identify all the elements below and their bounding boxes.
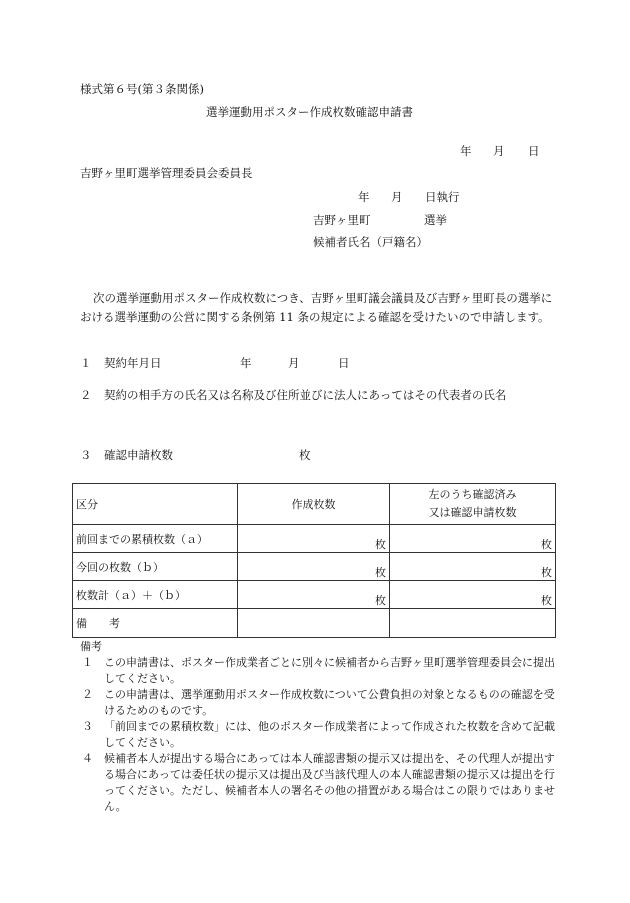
note-item [80,751,556,815]
note-number: ３ [82,720,93,733]
date-year: 年 [460,144,472,158]
election-day-suffix: 日執行 [425,190,460,204]
row-label: 枚数計（ａ）＋（ｂ） [73,581,238,609]
item-1-label: 契約年月日 [104,356,162,370]
table-remarks-row [73,609,556,638]
header-production-count: 作成枚数 [238,484,390,525]
item-1-year: 年 [240,356,252,370]
document-title: 選挙運動用ポスター作成枚数確認申請書 [206,105,413,119]
item-3-label: 確認申請枚数 [104,448,173,462]
row-label: 前回までの累積枚数（ａ） [73,525,238,553]
table-row [73,553,556,581]
table-header-row [73,484,556,525]
table-row [73,581,556,609]
note-text: 候補者本人が提出する場合にあっては本人確認書類の提示又は提出を、その代理人が提出する場合にあっては委任状の提示又は提出及び当該代理人の本人確認書類の提示又は提出を行ってください。ただし、候補者本人の署名その他の措置がある場合はこの限りではありません。 [104,752,555,813]
row-unit-confirmed: 枚 [390,525,556,553]
election-year: 年 [358,190,370,204]
notes-section [80,639,556,815]
note-number: １ [82,656,93,669]
remarks-cell-confirmed [390,609,556,638]
note-text: 「前回までの累積枚数」には、他のポスター作成業者によって作成された枚数を含めて記載してください。 [104,720,555,749]
row-unit-confirmed: 枚 [390,553,556,581]
body-text: 次の選挙運動用ポスター作成枚数につき、吉野ヶ里町議会議員及び吉野ヶ里町長の選挙における選挙運動の公営に関する条例第 11 条の規定による確認を受けたいので申請します。 [80,291,553,324]
note-text: この申請書は、ポスター作成業者ごとに別々に候補者から吉野ヶ里町選挙管理委員会に提出してください。 [104,656,555,685]
note-number: ４ [82,752,93,765]
row-unit-production: 枚 [238,581,390,609]
row-unit-production: 枚 [238,525,390,553]
election-type: 選挙 [424,213,447,227]
note-item [80,719,556,751]
item-3-unit: 枚 [299,448,311,462]
header-confirmed-line2: 又は確認申請枚数 [428,506,517,519]
header-confirmed-line1: 左のうち確認済み [428,488,517,501]
addressee: 吉野ヶ里町選挙管理委員会委員長 [80,166,253,180]
election-town: 吉野ヶ里町 [313,213,371,227]
notes-heading: 備考 [80,640,102,653]
item-1-day: 日 [338,356,350,370]
header-category: 区分 [73,484,238,525]
election-month: 月 [391,190,403,204]
note-number: ２ [82,688,93,701]
candidate-label: 候補者氏名（戸籍名） [313,235,428,249]
note-item [80,655,556,687]
note-text: この申請書は、選挙運動用ポスター作成枚数について公費負担の対象となるものの確認を受けるためのものです。 [104,688,555,717]
item-1-number: １ [80,356,92,370]
note-item [80,687,556,719]
remarks-label: 備 考 [73,609,238,638]
remarks-cell-production [238,609,390,638]
header-confirmed-count [390,484,556,525]
item-2-label: 契約の相手方の氏名又は名称及び住所並びに法人にあってはその代表者の氏名 [104,388,507,402]
row-label: 今回の枚数（ｂ） [73,553,238,581]
row-unit-production: 枚 [238,553,390,581]
row-unit-confirmed: 枚 [390,581,556,609]
date-month: 月 [493,144,505,158]
item-3-number: ３ [80,448,92,462]
item-2-number: ２ [80,388,92,402]
table-row [73,525,556,553]
poster-count-table [72,483,556,638]
date-day: 日 [528,144,540,158]
form-number: 様式第６号(第３条関係) [80,82,204,96]
item-1-month: 月 [288,356,300,370]
